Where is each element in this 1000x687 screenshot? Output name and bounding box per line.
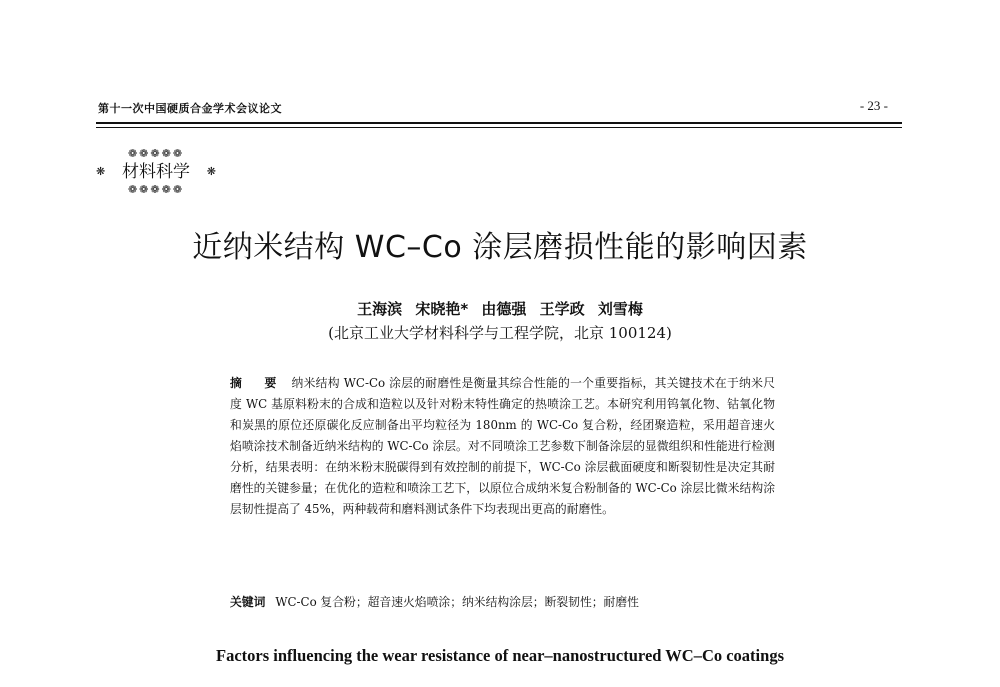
- keywords-text: WC-Co 复合粉；超音速火焰喷涂；纳米结构涂层；断裂韧性；耐磨性: [275, 595, 639, 609]
- header-rule-thick: [96, 122, 902, 124]
- decorative-border-top: ❁❁❁❁❁: [127, 147, 185, 160]
- journal-name: 第十一次中国硬质合金学术会议论文: [98, 102, 282, 115]
- header-rule-thin: [96, 127, 902, 128]
- affiliation: (北京工业大学材料科学与工程学院，北京 100124): [328, 324, 672, 342]
- english-title: Factors influencing the wear resistance of near–nanostructured WC–Co coatings: [216, 646, 784, 665]
- page-number: - 23 -: [859, 98, 888, 113]
- running-header: [96, 98, 902, 118]
- abstract: [230, 373, 775, 520]
- keywords-label: 关键词: [230, 595, 266, 609]
- keywords: [230, 593, 790, 610]
- decorative-mark-right: ❋: [206, 165, 216, 178]
- abstract-label: 摘 要: [230, 376, 286, 390]
- paper-title: 近纳米结构 WC–Co 涂层磨损性能的影响因素: [192, 230, 808, 265]
- abstract-text: 纳米结构 WC-Co 涂层的耐磨性是衡量其综合性能的一个重要指标，其关键技术在于纳米尺度 WC 基原料粉末的合成和造粒以及针对粉末特性确定的热喷涂工艺。本研究利用钨氧化物、钴氧化物和炭黑的原位还原碳化反应制备出平均粒径为 180nm 的 WC-Co 复合粉，经团聚造粒，采用超音速火焰喷涂技术制备近纳米结构的 WC-Co 涂层。对不同喷涂工艺参数下制备涂层的显微组织和性能进行检测分析，结果表明：在纳米粉末脱碳得到有效控制的前提下，WC-Co 涂层截面硬度和断裂韧性是决定其耐磨性的关键参量；在优化的造粒和喷涂工艺下，以原位合成纳米复合粉制备的 WC-Co 涂层比微米结构涂层韧性提高了 45%，两种载荷和磨料测试条件下均表现出更高的耐磨性。: [230, 376, 775, 516]
- author-list: 王海滨 宋晓艳* 由德强 王学政 刘雪梅: [357, 300, 643, 318]
- decorative-border-bottom: ❁❁❁❁❁: [127, 183, 185, 196]
- section-badge: [94, 148, 218, 196]
- section-label: 材料科学: [122, 162, 190, 182]
- decorative-mark-left: ❋: [96, 165, 106, 178]
